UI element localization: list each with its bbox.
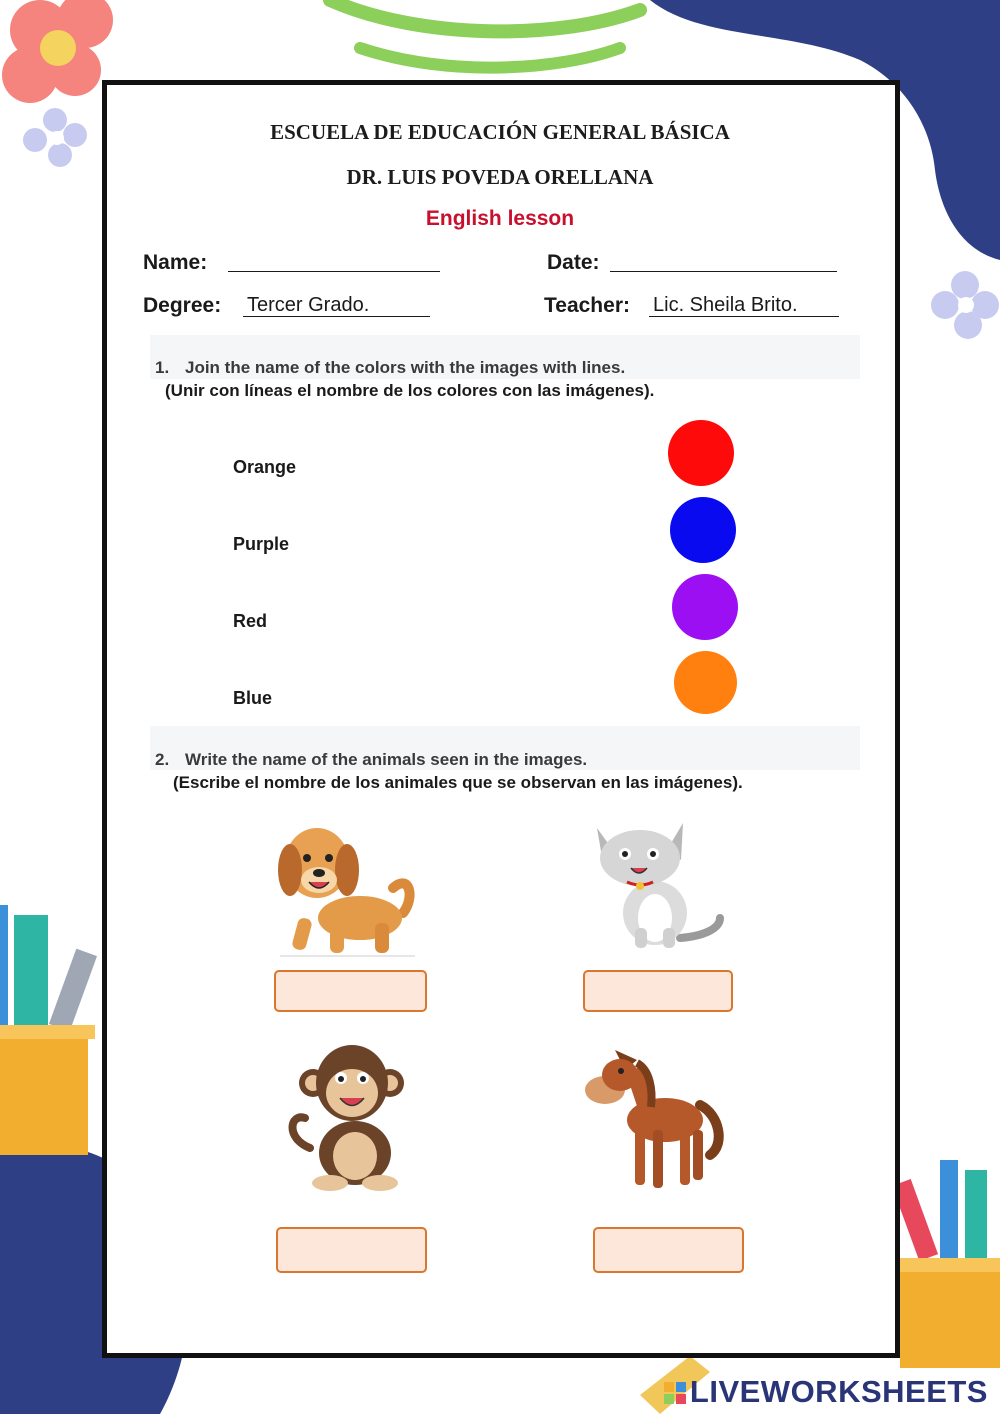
cat-answer-box[interactable] [583, 970, 733, 1012]
monkey-icon [285, 1038, 415, 1192]
horse-icon [585, 1045, 725, 1193]
lesson-title: English lesson [425, 207, 575, 230]
school-name-line2: DR. LUIS POVEDA ORELLANA [346, 165, 654, 189]
color-word-blue[interactable]: Blue [233, 688, 273, 708]
name-field[interactable] [228, 248, 440, 272]
degree-label: Degree: [143, 294, 222, 317]
name-label: Name: [143, 251, 208, 274]
liveworksheets-mark-icon [664, 1382, 686, 1404]
date-label: Date: [547, 251, 600, 274]
right-flower-icon [931, 271, 999, 339]
exercise2-instruction: Write the name of the animals seen in the images. [185, 750, 588, 769]
school-name-line1: ESCUELA DE EDUCACIÓN GENERAL BÁSICA [270, 120, 730, 144]
exercise2-number: 2. [155, 750, 170, 769]
pencil-cup-left [0, 905, 97, 1155]
color-circle-orange[interactable] [674, 651, 737, 714]
flower-icon [2, 0, 113, 103]
degree-value: Tercer Grado. [243, 293, 430, 317]
teacher-label: Teacher: [544, 294, 630, 317]
horse-answer-box[interactable] [593, 1227, 744, 1273]
date-field[interactable] [610, 248, 837, 272]
teacher-value: Lic. Sheila Brito. [649, 293, 839, 317]
green-curve-2 [360, 48, 620, 68]
cat-icon [585, 818, 725, 952]
logo-text: LIVEWORKSHEETS [689, 1374, 988, 1409]
exercise2-instruction-es: (Escribe el nombre de los animales que se observan en las imágenes). [173, 773, 743, 792]
dog-answer-box[interactable] [274, 970, 427, 1012]
exercise1-instruction: Join the name of the colors with the images with lines. [185, 358, 626, 377]
exercise1-instruction-es: (Unir con líneas el nombre de los colores con las imágenes). [165, 381, 655, 400]
color-word-purple[interactable]: Purple [233, 534, 290, 554]
color-circle-red[interactable] [668, 420, 734, 486]
color-word-orange[interactable]: Orange [233, 457, 297, 477]
pencil-cup-right [892, 1160, 1000, 1368]
monkey-answer-box[interactable] [276, 1227, 427, 1273]
dog-icon [275, 818, 420, 960]
color-circle-purple[interactable] [672, 574, 738, 640]
liveworksheets-logo[interactable] [664, 1374, 988, 1410]
color-circle-blue[interactable] [670, 497, 736, 563]
green-curve-1 [330, 0, 640, 31]
color-word-red[interactable]: Red [233, 611, 268, 631]
exercise1-number: 1. [155, 358, 170, 377]
